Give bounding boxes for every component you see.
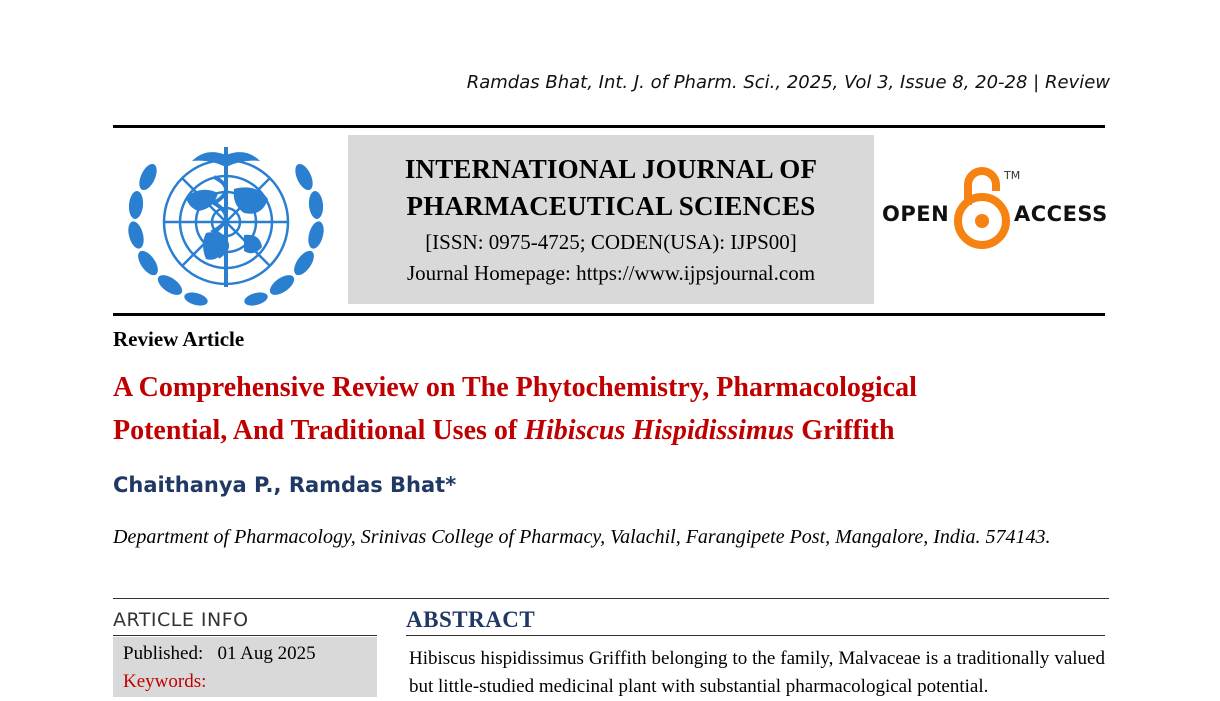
- open-access-lock-icon: [954, 165, 1010, 251]
- open-access-left-text: OPEN: [882, 202, 950, 226]
- open-access-right-text: ACCESS: [1014, 202, 1108, 226]
- open-access-badge: [880, 165, 1108, 255]
- keywords-label: Keywords:: [123, 671, 207, 692]
- masthead-bottom-rule: [113, 313, 1105, 316]
- top-rule: [113, 125, 1105, 128]
- citation-header: Ramdas Bhat, Int. J. of Pharm. Sci., 2025, Vol 3, Issue 8, 20-28 | Review: [466, 72, 1110, 93]
- journal-issn: [ISSN: 0975-4725; CODEN(USA): IJPS00]: [425, 230, 797, 254]
- journal-logo-icon: [126, 137, 326, 307]
- title-part2: Potential, And Traditional Uses of: [113, 415, 525, 446]
- open-access-tm: TM: [1004, 169, 1021, 182]
- article-title: [113, 366, 1113, 452]
- article-info-rule: [113, 635, 377, 636]
- article-info-heading: ARTICLE INFO: [113, 609, 249, 631]
- journal-name-line1: INTERNATIONAL JOURNAL OF: [404, 154, 818, 184]
- abstract-heading: ABSTRACT: [406, 607, 536, 632]
- article-affiliation: Department of Pharmacology, Srinivas College of Pharmacy, Valachil, Farangipete Post, Mangalore, India. 574143.: [113, 526, 1051, 548]
- abstract-rule: [406, 635, 1105, 636]
- abstract-text: Hibiscus hispidissimus Griffith belonging to the family, Malvaceae is a traditionally valued but little-studied medicinal plant with substantial pharmacological potential.: [409, 648, 1105, 697]
- journal-homepage: Journal Homepage: https://www.ijpsjournal.com: [406, 261, 816, 285]
- journal-name-line2: PHARMACEUTICAL SCIENCES: [406, 191, 816, 221]
- title-part3: Griffith: [794, 415, 895, 446]
- published-line: [123, 640, 367, 668]
- title-part1: A Comprehensive Review on The Phytochemistry, Pharmacological: [113, 372, 917, 403]
- section-divider: [113, 598, 1109, 599]
- published-label: Published:: [123, 643, 204, 664]
- article-info-box: [113, 637, 377, 697]
- article-type: Review Article: [113, 327, 245, 351]
- journal-masthead-box: [348, 135, 874, 304]
- published-date: 01 Aug 2025: [217, 643, 316, 664]
- article-authors: Chaithanya P., Ramdas Bhat*: [113, 473, 457, 497]
- title-species: Hibiscus Hispidissimus: [524, 415, 795, 446]
